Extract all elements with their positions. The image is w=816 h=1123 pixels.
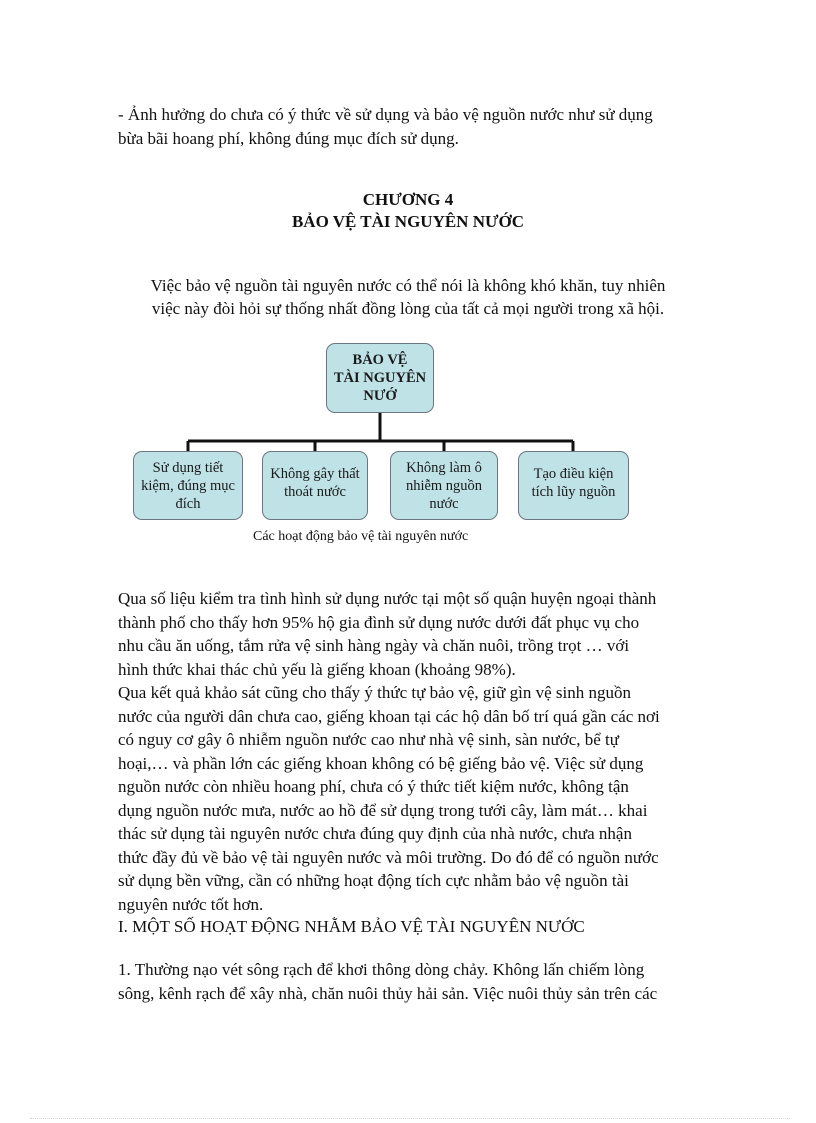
text-line: sử dụng bền vững, cần có những hoạt động tích cực nhằm bảo vệ nguồn tài [118, 871, 629, 890]
box-line: Không gây thất [270, 466, 360, 482]
diagram-child-no-loss [262, 451, 368, 520]
text-line: - Ảnh hưởng do chưa có ý thức về sử dụng và bảo vệ nguồn nước như sử dụng [118, 105, 653, 124]
item-1-paragraph [118, 958, 718, 1005]
body-paragraph-1 [118, 587, 718, 916]
box-line: kiệm, đúng mục [141, 477, 235, 494]
intro-paragraph [118, 103, 718, 150]
section-heading: I. MỘT SỐ HOẠT ĐỘNG NHẰM BẢO VỆ TÀI NGUYÊN NƯỚC [118, 917, 585, 936]
box-line: NƯỚ [363, 388, 397, 404]
chapter-title: BẢO VỆ TÀI NGUYÊN NƯỚC [291, 212, 525, 231]
diagram-child-no-pollution [390, 451, 498, 520]
text-line: hình thức khai thác chủ yếu là giếng khoan (khoảng 98%). [118, 659, 516, 679]
text-line: hoại,… và phần lớn các giếng khoan không có bệ giếng bảo vệ. Việc sử dụng [118, 753, 644, 773]
diagram-child-save-water [133, 451, 243, 520]
chapter-number: CHƯƠNG 4 [362, 190, 454, 209]
diagram-root-box [326, 343, 434, 413]
box-line: nước [429, 495, 459, 512]
diagram-child-accumulate [518, 451, 629, 520]
text-line: 1. Thường nạo vét sông rạch để khơi thông dòng chảy. Không lấn chiếm lòng [118, 960, 645, 979]
text-line: thác sử dụng tài nguyên nước chưa đúng quy định của nhà nước, chưa nhận [118, 824, 632, 843]
box-line: Không làm ô [406, 459, 482, 476]
box-line: thoát nước [284, 484, 346, 500]
chapter-intro-line: Việc bảo vệ nguồn tài nguyên nước có thể nói là không khó khăn, tuy nhiên [150, 276, 666, 295]
text-line: nguyên nước tốt hơn. [118, 894, 264, 914]
box-line: Tạo điều kiện [533, 466, 614, 482]
box-line: nhiễm nguồn [405, 477, 483, 494]
text-line: Qua số liệu kiểm tra tình hình sử dụng nước tại một số quận huyện ngoại thành [118, 589, 657, 608]
box-line: Sử dụng tiết [152, 459, 224, 476]
chapter-intro-line: việc này đòi hỏi sự thống nhất đồng lòng của tất cả mọi người trong xã hội. [151, 299, 665, 318]
box-line: TÀI NGUYÊN [333, 370, 427, 386]
text-line: thành phố cho thấy hơn 95% hộ gia đình sử dụng nước dưới đất phục vụ cho [118, 612, 640, 632]
text-line: dụng nguồn nước mưa, nước ao hồ để sử dụng trong tưới cây, làm mát… khai [118, 800, 648, 820]
text-line: nguồn nước còn nhiều hoang phí, chưa có ý thức tiết kiệm nước, không tận [118, 777, 629, 796]
box-line: đích [175, 495, 201, 512]
page-bottom-divider [30, 1118, 790, 1119]
text-line: nhu cầu ăn uống, tắm rửa vệ sinh hàng ngày và chăn nuôi, trồng trọt … với [118, 636, 630, 655]
diagram-caption: Các hoạt động bảo vệ tài nguyên nước [253, 529, 469, 544]
text-line: nước của người dân chưa cao, giếng khoan tại các hộ dân bố trí quá gần các nơi [118, 706, 660, 726]
text-line: sông, kênh rạch để xây nhà, chăn nuôi thủy hải sản. Việc nuôi thủy sản trên các [118, 983, 658, 1003]
box-line: BẢO VỆ [352, 352, 408, 368]
box-line: tích lũy nguồn [531, 484, 616, 500]
text-line: có nguy cơ gây ô nhiễm nguồn nước cao như nhà vệ sinh, sàn nước, bể tự [118, 730, 619, 749]
text-line: Qua kết quả khảo sát cũng cho thấy ý thức tự bảo vệ, giữ gìn vệ sinh nguồn [118, 683, 631, 702]
text-line: thức đầy đủ về bảo vệ tài nguyên nước và môi trường. Do đó để có nguồn nước [118, 847, 659, 867]
text-line: bừa bãi hoang phí, không đúng mục đích sử dụng. [118, 128, 459, 148]
